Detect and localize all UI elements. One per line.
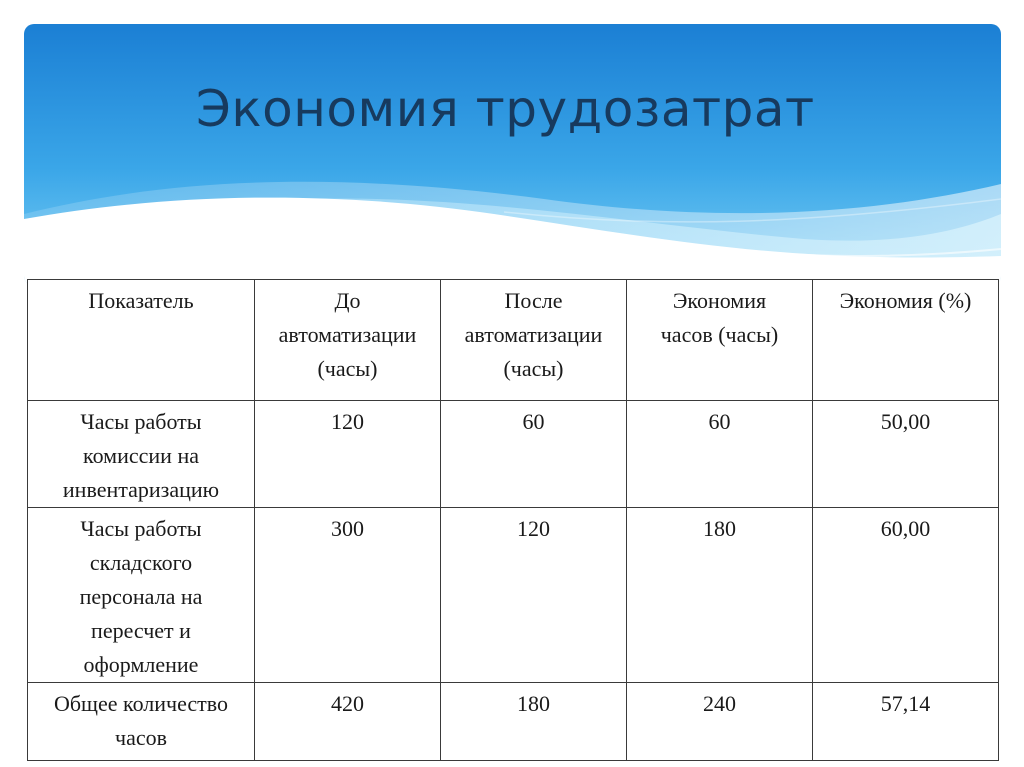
header-saved-percent: Экономия (%) — [813, 280, 999, 401]
cell-before: 120 — [255, 401, 441, 508]
table-row — [28, 683, 999, 761]
cell-saved-hours: 60 — [627, 401, 813, 508]
table-header-row — [28, 280, 999, 401]
cell-saved-hours: 240 — [627, 683, 813, 761]
header-before-automation: До автоматизации (часы) — [255, 280, 441, 401]
table-row — [28, 401, 999, 508]
cell-saved-percent: 57,14 — [813, 683, 999, 761]
cell-after: 180 — [441, 683, 627, 761]
cell-before: 420 — [255, 683, 441, 761]
data-table — [27, 279, 999, 761]
cell-saved-percent: 50,00 — [813, 401, 999, 508]
row-label: Общее количество часов — [28, 683, 255, 761]
cell-before: 300 — [255, 508, 441, 683]
row-label: Часы работы комиссии на инвентаризацию — [28, 401, 255, 508]
header-indicator: Показатель — [28, 280, 255, 401]
cell-after: 120 — [441, 508, 627, 683]
cell-saved-hours: 180 — [627, 508, 813, 683]
table-row — [28, 508, 999, 683]
cell-saved-percent: 60,00 — [813, 508, 999, 683]
header-after-automation: После автоматизации (часы) — [441, 280, 627, 401]
header-saved-hours: Экономия часов (часы) — [627, 280, 813, 401]
row-label: Часы работы складского персонала на пересчет и оформление — [28, 508, 255, 683]
header-banner — [24, 24, 1001, 286]
wave-background — [24, 24, 1001, 286]
slide-title: Экономия трудозатрат — [196, 80, 815, 138]
cell-after: 60 — [441, 401, 627, 508]
